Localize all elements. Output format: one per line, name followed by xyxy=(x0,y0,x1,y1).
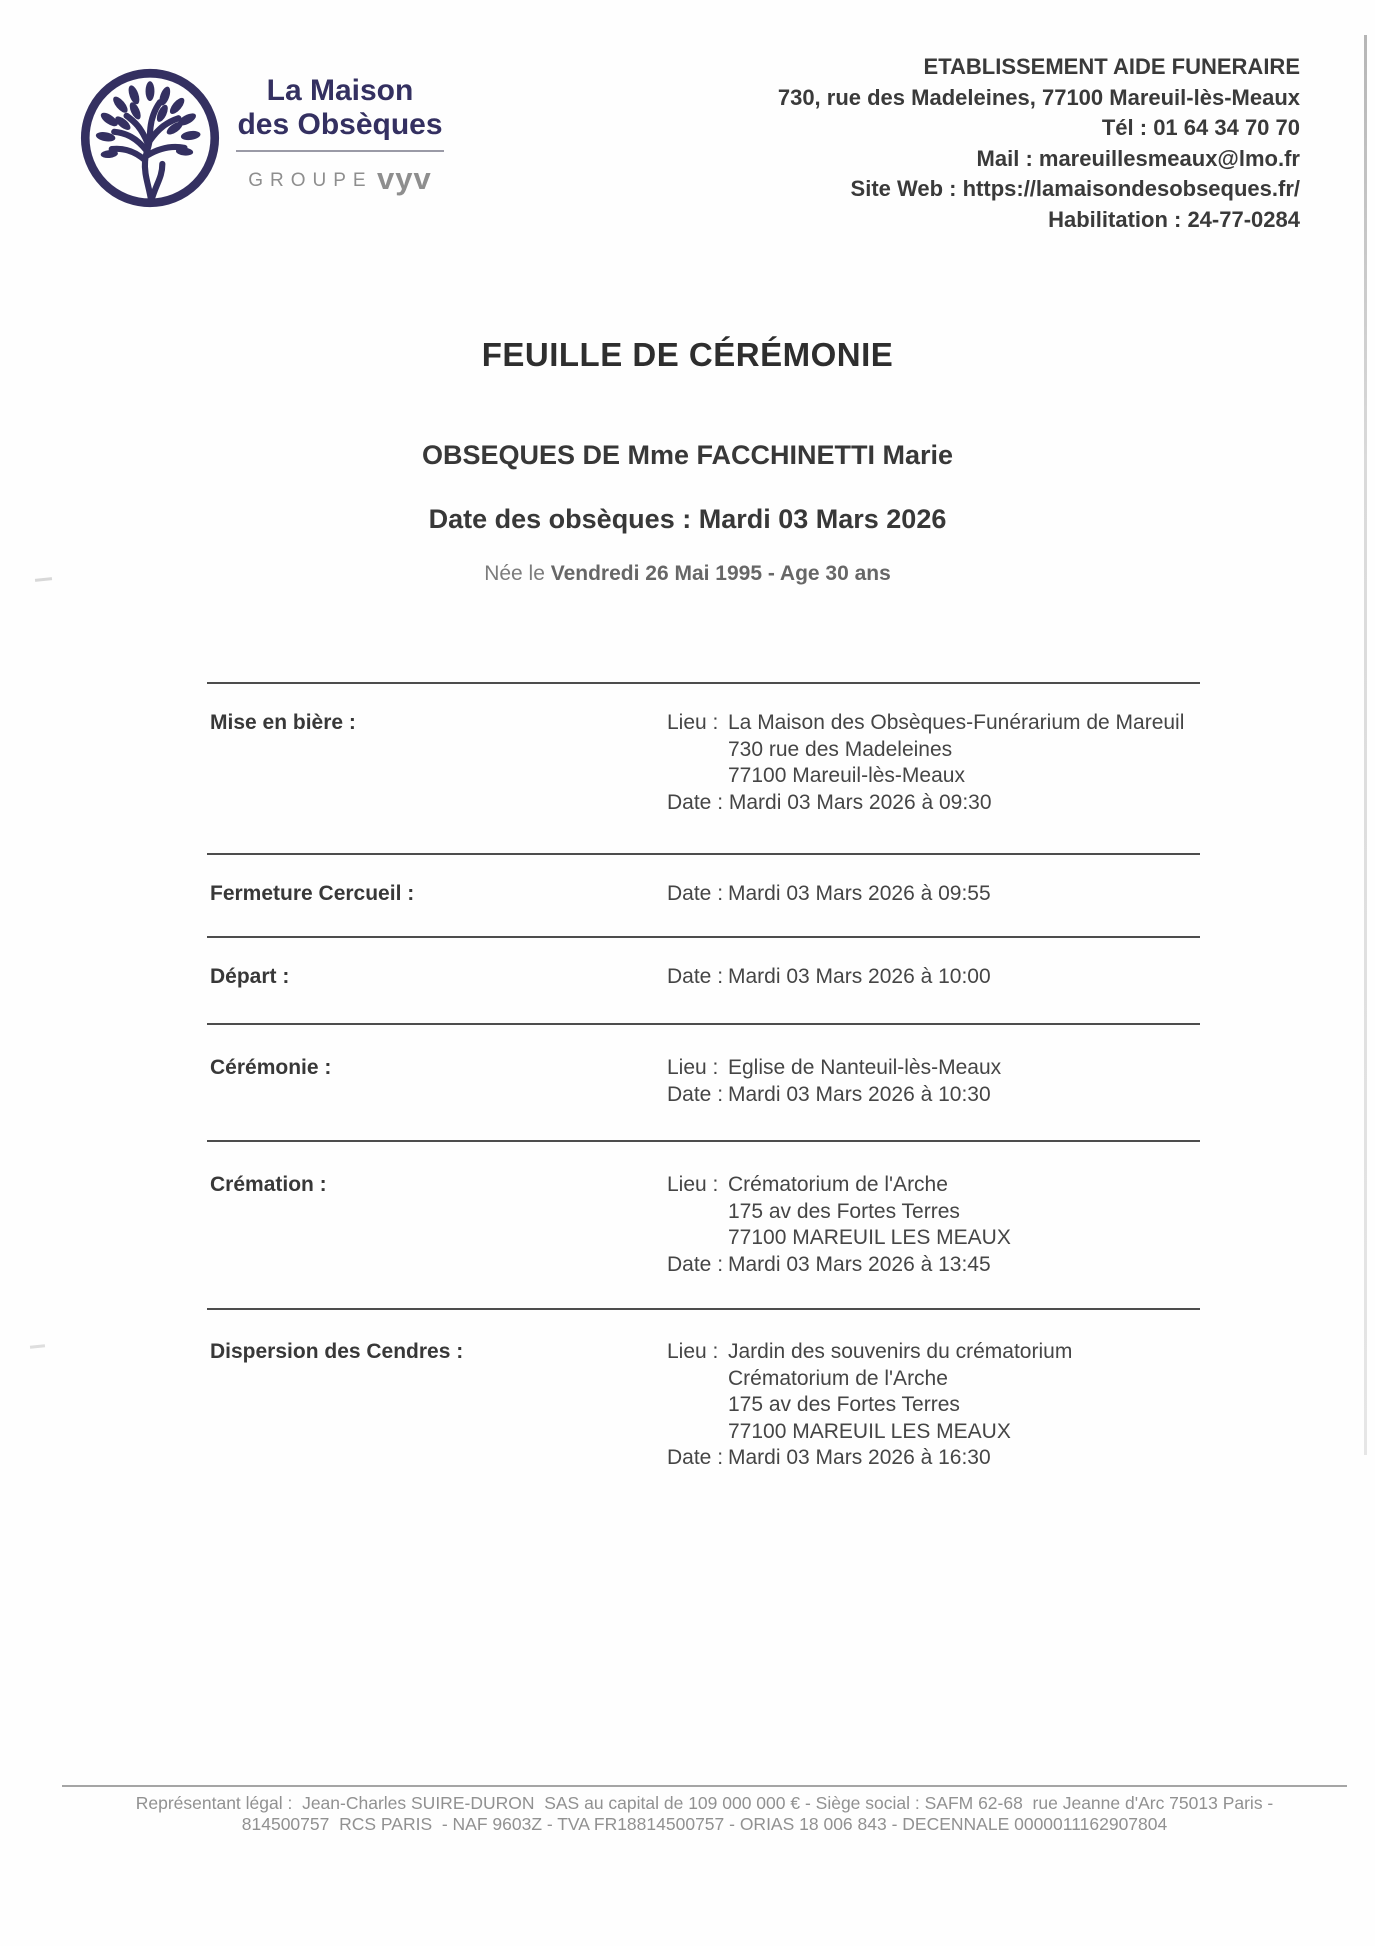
row-key: Date : xyxy=(667,964,724,988)
info-row xyxy=(667,881,1200,908)
vyv-wordmark: vyv xyxy=(377,161,432,196)
row-key: Date : xyxy=(667,882,724,905)
row-value: Mardi 03 Mars 2026 à 10:00 xyxy=(728,964,991,988)
brand-name xyxy=(234,74,446,197)
info-row xyxy=(667,1172,1200,1199)
section-depart xyxy=(207,936,1200,1024)
page-subtitle: OBSEQUES DE Mme FACCHINETTI Marie xyxy=(421,440,954,470)
page-title: FEUILLE DE CÉRÉMONIE xyxy=(481,336,894,373)
scan-artifact xyxy=(30,1344,45,1349)
row-value: Mardi 03 Mars 2026 à 09:55 xyxy=(728,882,991,905)
row-value: Mardi 03 Mars 2026 à 10:30 xyxy=(728,1082,991,1106)
info-row xyxy=(667,1419,1200,1446)
establishment-phone: Tél : 01 64 34 70 70 xyxy=(1101,115,1300,140)
row-key: Lieu : xyxy=(667,711,725,734)
row-value: Eglise de Nanteuil-lès-Meaux xyxy=(728,1056,1002,1079)
footer-line-2: 814500757 RCS PARIS - NAF 9603Z - TVA FR18814500757 - ORIAS 18 006 843 - DECENNALE 0000011162907804 xyxy=(241,1813,1168,1834)
row-value: Mardi 03 Mars 2026 à 13:45 xyxy=(728,1252,991,1276)
birth-prefix: Née le xyxy=(484,562,551,585)
row-key: Lieu : xyxy=(667,1173,725,1196)
establishment-address: 730, rue des Madeleines, 77100 Mareuil-lès-Meaux xyxy=(777,84,1300,110)
row-value: Crématorium de l'Arche xyxy=(728,1366,948,1390)
group-brand xyxy=(234,161,446,197)
section-label: Départ : xyxy=(210,964,290,988)
row-value: Mardi 03 Mars 2026 à 09:30 xyxy=(728,790,992,814)
info-row xyxy=(667,1055,1200,1082)
info-row xyxy=(667,1199,1200,1226)
section-mise-en-biere xyxy=(207,682,1200,853)
establishment-name: ETABLISSEMENT AIDE FUNERAIRE xyxy=(923,54,1300,79)
funeral-date: Date des obsèques : Mardi 03 Mars 2026 xyxy=(428,504,947,534)
row-value: Mardi 03 Mars 2026 à 16:30 xyxy=(728,1446,991,1469)
establishment-habilitation: Habilitation : 24-77-0284 xyxy=(1048,206,1300,232)
row-key: Date : xyxy=(667,1252,724,1276)
row-value: Crématorium de l'Arche xyxy=(728,1173,948,1196)
establishment-mail: Mail : mareuillesmeaux@lmo.fr xyxy=(976,145,1300,171)
row-key: Lieu : xyxy=(667,1056,719,1079)
row-key: Date : xyxy=(667,790,729,814)
brand-line1: La Maison xyxy=(266,74,414,107)
info-row xyxy=(667,1252,1200,1279)
section-label: Mise en bière : xyxy=(210,711,356,734)
scan-edge-artifact xyxy=(1364,35,1367,1455)
section-ceremonie xyxy=(207,1023,1200,1140)
info-row xyxy=(667,1445,1200,1472)
info-row xyxy=(667,790,1200,817)
brand-divider xyxy=(236,150,444,152)
info-row xyxy=(667,1082,1200,1109)
birth-info xyxy=(0,562,1375,586)
row-key: Date : xyxy=(667,1446,724,1469)
section-cremation xyxy=(207,1140,1200,1308)
tree-logo-icon xyxy=(76,64,224,212)
info-row xyxy=(667,1392,1200,1419)
company-logo xyxy=(76,64,443,212)
info-row xyxy=(667,737,1200,764)
row-value: 77100 Mareuil-lès-Meaux xyxy=(728,764,965,787)
section-label: Dispersion des Cendres : xyxy=(210,1340,464,1363)
row-value: 77100 MAREUIL LES MEAUX xyxy=(728,1419,1011,1443)
birth-details: Vendredi 26 Mai 1995 - Age 30 ans xyxy=(550,562,891,585)
establishment-website: Site Web : https://lamaisondesobseques.fr/ xyxy=(850,176,1300,201)
row-value: 77100 MAREUIL LES MEAUX xyxy=(728,1226,1011,1249)
section-fermeture-cercueil xyxy=(207,853,1200,936)
row-value: 175 av des Fortes Terres xyxy=(728,1393,960,1416)
info-row xyxy=(667,964,1200,991)
footer-line-1: Représentant légal : Jean-Charles SUIRE-DURON SAS au capital de 109 000 000 € - Siège social : SAFM 62-68 rue Jeanne d'Arc 75013 Paris - xyxy=(135,1793,1274,1813)
row-value: La Maison des Obsèques-Funérarium de Mareuil xyxy=(728,711,1185,734)
row-value: 175 av des Fortes Terres xyxy=(728,1199,960,1223)
brand-line2: des Obsèques xyxy=(237,108,443,141)
row-key: Lieu : xyxy=(667,1340,719,1363)
section-label: Fermeture Cercueil : xyxy=(210,882,415,905)
info-row xyxy=(667,710,1200,737)
info-row xyxy=(667,763,1200,790)
group-label: GROUPE xyxy=(248,170,373,191)
establishment-info xyxy=(778,52,1300,235)
row-value: Jardin des souvenirs du crématorium xyxy=(728,1340,1073,1363)
info-row xyxy=(667,1225,1200,1252)
legal-footer xyxy=(62,1785,1347,1834)
row-key: Date : xyxy=(667,1082,724,1106)
ceremony-sections xyxy=(207,682,1200,1472)
section-label: Crémation : xyxy=(210,1173,327,1196)
info-row xyxy=(667,1366,1200,1393)
section-label: Cérémonie : xyxy=(210,1056,332,1079)
section-dispersion-des-cendres xyxy=(207,1308,1200,1472)
row-value: 730 rue des Madeleines xyxy=(728,737,953,761)
info-row xyxy=(667,1339,1200,1366)
